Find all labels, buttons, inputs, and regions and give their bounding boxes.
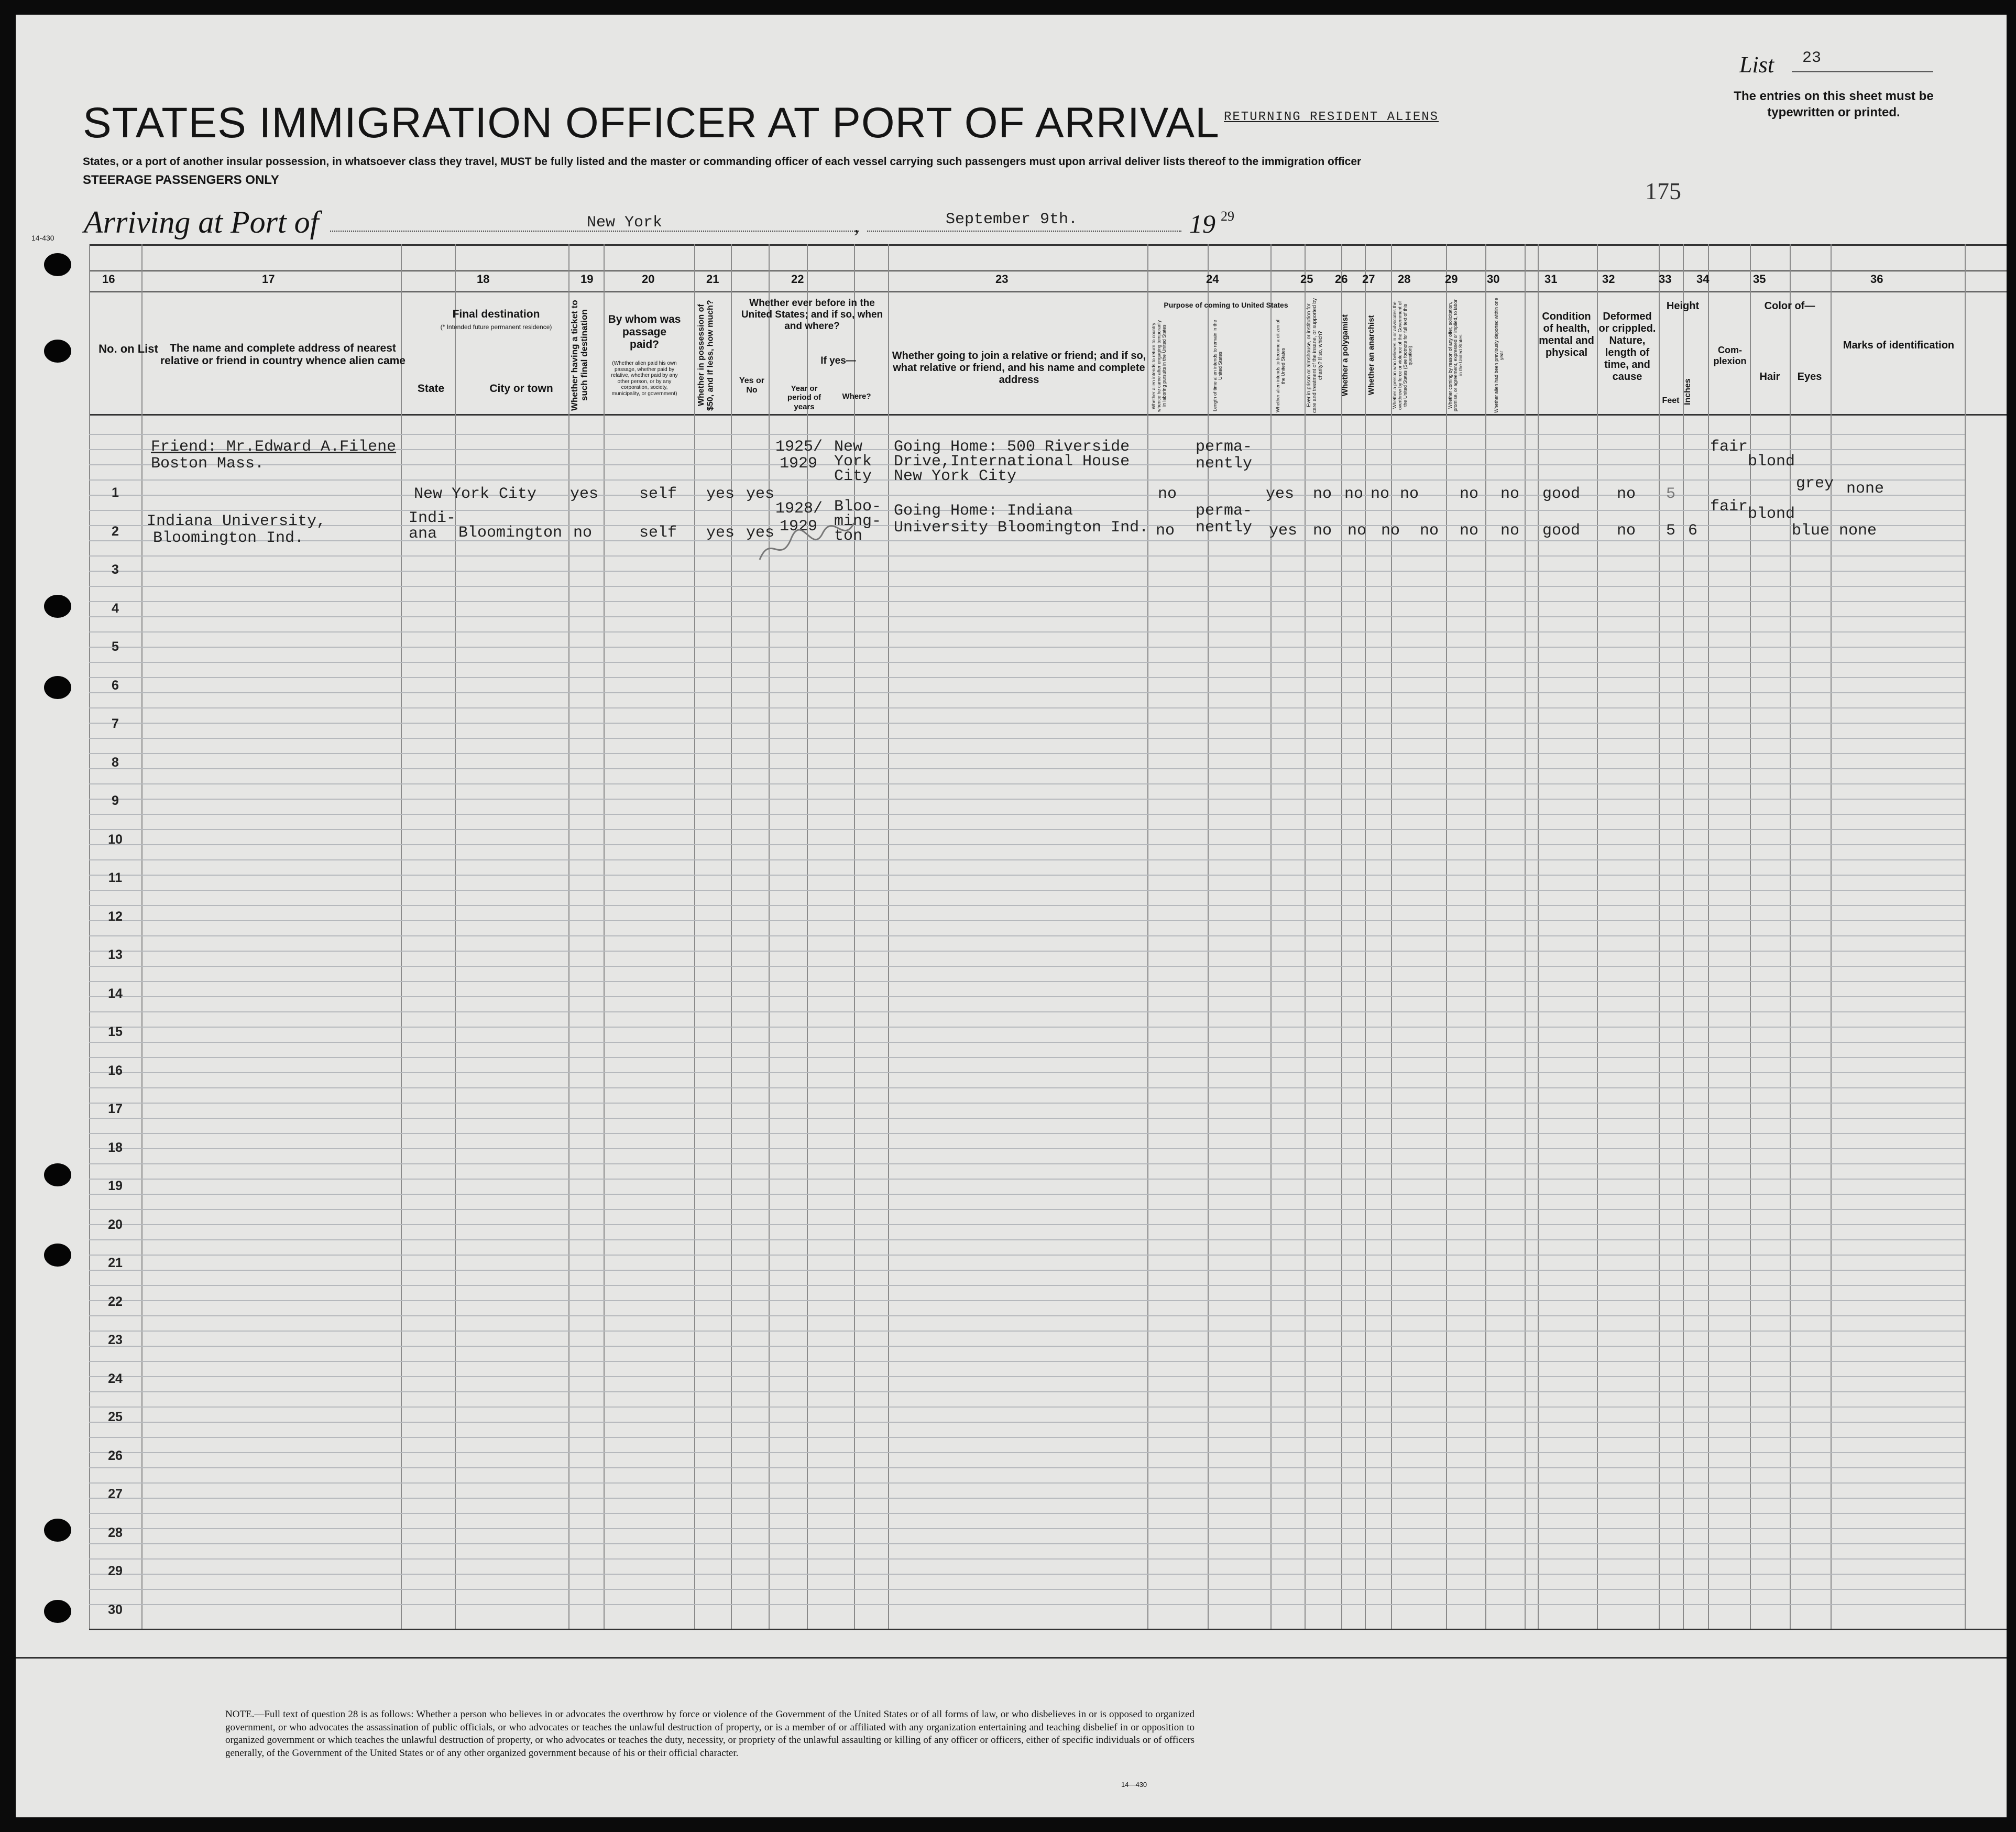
row-number: 17 [108,1102,123,1116]
row-number: 30 [108,1602,123,1617]
header-passage-paid: By whom was passage paid? [608,313,681,351]
years-line-2: 1929 [780,518,818,536]
row-line [89,647,1965,648]
header-prison: Ever in prison or almshouse, or institution for care and treatment of the insane, or supported by charity? If so, which? [1306,298,1323,413]
row-line [89,1209,1965,1210]
row-line [89,1331,1965,1332]
footer-line [16,1657,2007,1659]
row-number: 8 [112,755,119,770]
row-number: 3 [112,562,119,577]
before-value: yes [746,524,775,542]
col-number: 25 [1300,272,1313,286]
punch-hole [44,1244,71,1267]
col-number: 34 [1696,272,1710,286]
arriving-label: Arriving at Port of [84,205,319,239]
deported-value: no [1500,485,1520,503]
eyes-value: blue [1792,522,1830,540]
col-number: 35 [1753,272,1766,286]
row-number: 18 [108,1140,123,1155]
row-line [89,1452,1965,1453]
year-suffix: 29 [1221,209,1234,224]
header-yes-or-no: Yes or No [739,376,765,395]
row-line [89,753,1965,754]
header-purpose: Purpose of coming to United States [1164,301,1288,309]
relative-line-2: Boston Mass. [151,455,265,473]
row-line [89,495,1965,496]
row-line [89,1027,1965,1028]
page-title: STATES IMMIGRATION OFFICER AT PORT OF ARRIVAL [83,99,1220,147]
polygamist-value: no [1344,485,1364,503]
row-number: 28 [108,1525,123,1540]
row-line [89,920,1965,921]
header-city: City or town [489,383,553,395]
col-number: 23 [995,272,1009,286]
list-label: List [1739,52,1774,78]
column-line [1708,244,1709,1629]
row-line [89,859,1965,860]
row-line [89,844,1965,845]
column-line [455,244,456,1629]
col-number: 31 [1544,272,1558,286]
subtitle: States, or a port of another insular possession, in whatsoever class they travel, MUST be fully listed and the master or commanding officer of each vessel carrying such passengers must upon arrival deliver lists thereof to the immigration officer [83,156,1362,168]
row-line [89,479,1965,481]
marks-value: none [1846,480,1884,498]
row-line [89,1361,1965,1362]
column-number-row [16,272,2007,290]
condition-value: good [1542,522,1581,540]
row-line [89,1103,1965,1104]
header-feet: Feet [1662,396,1680,405]
column-line [89,244,90,1629]
header-offer: Whether coming by reason of any offer, solicitation, promise, or agreement, expressed or implied, to labor in the United States [1448,299,1463,411]
col-number: 20 [642,272,655,286]
punch-hole [44,340,71,363]
header-overthrow: Whether a person who believes in or advocates the overthrow by force or violence of the Government of the United States (See footnote for full text of this question) [1392,301,1413,410]
possession-value: yes [706,485,735,503]
row-line [89,616,1965,617]
passage-value: self [639,524,677,542]
feet-value: 5 [1666,522,1676,540]
column-line [769,244,770,1629]
header-purpose-return: Whether alien intends to return to country whence he came after engaging temporarily in laboring pursuits in the United States [1151,320,1167,412]
col-number: 18 [477,272,490,286]
row-number: 27 [108,1487,123,1501]
row-number: 29 [108,1564,123,1578]
row-line [89,434,1965,435]
row-line [89,1057,1965,1058]
sheet-number: 175 [1645,178,1681,204]
row-line [89,981,1965,982]
citizen-value: yes [1266,485,1295,503]
column-line [1683,244,1684,1629]
row-line [89,768,1965,769]
column-line [1485,244,1486,1629]
state-line-2: ana [409,525,437,543]
column-line [694,244,695,1629]
row-line [89,1163,1965,1164]
header-eyes: Eyes [1797,371,1822,383]
years-line-1: 1928/ [775,500,823,518]
row-line [89,601,1965,602]
col-number: 27 [1362,272,1375,286]
column-line [1538,244,1539,1629]
row-line [89,1558,1965,1560]
row-line [89,1391,1965,1392]
row-line [89,1042,1965,1043]
column-line [1305,244,1306,1629]
row-line [89,1528,1965,1529]
row-number: 24 [108,1371,123,1386]
row-line [89,540,1965,541]
header-where: Where? [842,392,871,401]
length-line-1: perma- [1196,438,1253,456]
row-line [89,1118,1965,1119]
where-line-1: Bloo- [834,498,882,516]
row-number: 23 [108,1333,123,1347]
row-line [89,875,1965,876]
row-number: 16 [108,1063,123,1078]
header-polygamist: Whether a polygamist [1341,314,1350,396]
condition-value: good [1542,485,1581,503]
length-line-2: nently [1196,519,1253,537]
header-marks: Marks of identification [1843,340,1955,351]
join-line-1: Going Home: Indiana [894,502,1073,520]
ticket-value: yes [570,485,599,503]
entries-note: The entries on this sheet must be typewritten or printed. [1734,89,1934,120]
row-line [89,677,1965,678]
row-number: 11 [108,870,123,885]
row-line [89,1300,1965,1301]
column-line [1790,244,1791,1629]
column-line [1270,244,1272,1629]
row-line [89,631,1965,633]
row-number: 26 [108,1448,123,1463]
column-line [604,244,605,1629]
port-comma: , [854,213,859,237]
row-number: 25 [108,1410,123,1424]
where-line-2: ming- [834,512,882,530]
header-top-line [89,291,2007,292]
header-color-of: Color of— [1764,300,1815,312]
row-number: 9 [112,793,119,808]
row-line [89,1270,1965,1271]
column-line [1365,244,1366,1629]
years-line-1: 1925/ [775,438,823,456]
returning-aliens-stamp: RETURNING RESIDENT ALIENS [1224,110,1439,124]
header-ticket: Whether having a ticket to such final destination [569,300,589,411]
column-line [1965,244,1966,1629]
header-hair: Hair [1759,371,1780,383]
row-number: 4 [112,601,119,616]
citizen-value: yes [1269,522,1298,540]
column-line [888,244,889,1629]
port-value: New York [587,214,663,232]
anarchist-value: no [1371,485,1390,503]
deformed-value: no [1617,522,1636,540]
row-line [89,1422,1965,1423]
col-number: 32 [1602,272,1615,286]
row-line [89,799,1965,800]
row-line [89,783,1965,784]
row-line [89,1513,1965,1514]
where-line-3: City [834,467,872,485]
row-line [89,1498,1965,1499]
column-line [1341,244,1342,1629]
row-line [89,890,1965,891]
row-number: 22 [108,1294,123,1309]
row-line [89,555,1965,557]
row-line [89,1133,1965,1134]
col-number: 16 [102,272,115,286]
col-number: 28 [1398,272,1411,286]
row-line [89,692,1965,693]
anarchist-value: no [1381,522,1400,540]
prison-value: no [1313,485,1332,503]
row-line [89,1285,1965,1286]
relative-line-1: Indiana University, [147,512,326,530]
date-underline [867,231,1181,232]
deformed-value: no [1617,485,1636,503]
offer-value: no [1460,485,1479,503]
col-number: 19 [580,272,594,286]
deported-value: no [1500,522,1520,540]
punch-hole [44,595,71,618]
column-line [1831,244,1832,1629]
column-line [1391,244,1392,1629]
row-line [89,829,1965,830]
handwritten-annotation [749,502,864,570]
row-number: 14 [108,986,123,1001]
offer-value: no [1460,522,1479,540]
join-line-2: Drive,International House [894,453,1130,471]
year-prefix: 19 [1189,209,1215,238]
passage-value: self [639,485,677,503]
row-line [89,1239,1965,1240]
table-bottom-line [89,1629,2007,1630]
header-ever-before: Whether ever before in the United States; and if so, when and where? [741,298,883,332]
row-line [89,1482,1965,1484]
punch-hole [44,1163,71,1186]
years-line-2: 1929 [780,455,818,473]
row-line [89,1148,1965,1149]
length-line-2: nently [1196,455,1253,473]
header-purpose-citizen: Whether alien intends to become a citizen of the United States [1275,319,1286,412]
row-line [89,1543,1965,1544]
row-line [89,1315,1965,1316]
row-number: 6 [112,678,119,693]
header-state: State [417,383,445,395]
row-line [89,951,1965,952]
row-line [89,1011,1965,1012]
row-number: 5 [112,639,119,654]
polygamist-value: no [1347,522,1367,540]
state-line-1: Indi- [409,509,456,527]
row-number: 12 [108,909,123,924]
destination-city: Bloomington [458,524,563,542]
hair-value: blond [1748,453,1795,471]
col-number: 21 [706,272,719,286]
column-line [1147,244,1148,1629]
row-number: 15 [108,1024,123,1039]
date-value: September 9th. [946,211,1078,228]
row-line [89,1194,1965,1195]
column-line [1659,244,1660,1629]
possession-value: yes [706,524,735,542]
column-line [141,244,143,1629]
header-deported: Whether alien had been previously deported within one year [1494,298,1504,413]
row-line [89,1346,1965,1347]
where-line-3: ton [834,527,863,545]
row-line [89,1087,1965,1088]
header-no-on-list: No. on List [98,342,158,355]
row-line [89,1224,1965,1225]
header-final-destination-note: (* Intended future permanent residence) [440,323,552,331]
row-number: 20 [108,1217,123,1232]
row-line [89,814,1965,815]
column-number-line [89,270,2007,271]
row-line [89,966,1965,967]
header-anarchist: Whether an anarchist [1367,315,1376,396]
where-line-2: York [834,453,872,471]
col-number: 36 [1870,272,1883,286]
col-number: 22 [791,272,804,286]
where-line-1: New [834,438,863,456]
row-line [89,1437,1965,1438]
row-line [89,1604,1965,1605]
inches-value: 6 [1688,522,1698,540]
col-number: 33 [1659,272,1672,286]
header-deformed: Deformed or crippled. Nature, length of time, and cause [1598,311,1656,383]
column-line [1597,244,1598,1629]
row-line [89,1376,1965,1377]
footer-code: 14—430 [1121,1781,1147,1789]
manifest-sheet [16,15,2007,1817]
header-bottom-line [89,414,2007,416]
punch-hole [44,1600,71,1623]
list-underline [1792,71,1933,72]
join-line-2: University Bloomington Ind. [894,519,1149,537]
row-line [89,586,1965,587]
col-number: 30 [1487,272,1500,286]
punch-hole [44,676,71,699]
row-line [89,996,1965,997]
col-number: 26 [1335,272,1348,286]
row-line [89,1589,1965,1590]
relative-line-2: Bloomington Ind. [153,529,304,547]
row-line [89,707,1965,708]
list-number: 23 [1802,49,1822,67]
row-line [89,662,1965,663]
column-line [568,244,569,1629]
prison-value: no [1313,522,1332,540]
length-line-1: perma- [1196,502,1253,520]
punch-hole [44,1519,71,1542]
row-number: 1 [112,485,119,500]
overthrow-value: no [1400,485,1419,503]
row-line [89,738,1965,739]
feet-value: 5 [1666,485,1676,503]
row-number: 2 [112,524,119,539]
column-line [1750,244,1751,1629]
row-number: 7 [112,716,119,731]
table-top-line [89,244,2007,246]
row-line [89,1406,1965,1408]
complexion-value: fair [1710,438,1748,456]
row-number: 10 [108,832,123,847]
col-number: 24 [1206,272,1219,286]
row-number: 19 [108,1179,123,1193]
row-line [89,571,1965,572]
steerage-label: STEERAGE PASSENGERS ONLY [83,173,279,187]
ticket-value: no [573,524,593,542]
column-line [1446,244,1447,1629]
row-line [89,1255,1965,1256]
header-complexion: Com-plexion [1713,345,1747,366]
join-line-1: Going Home: 500 Riverside [894,438,1130,456]
row-line [89,1072,1965,1073]
row-line [89,905,1965,906]
header-inches: Inches [1683,378,1692,406]
header-year-period: Year or period of years [787,384,821,411]
relative-line-1: Friend: Mr.Edward A.Filene [151,438,397,456]
header-if-yes: If yes— [820,355,856,366]
eyes-value: grey [1796,475,1834,493]
row-line [89,935,1965,936]
header-possession: Whether in possession of $50, and if less, how much? [697,300,715,411]
row-line [89,1574,1965,1575]
overthrow-value: no [1420,522,1439,540]
marks-value: none [1839,522,1877,540]
header-height: Height [1666,300,1700,312]
row-number: 21 [108,1256,123,1270]
header-final-destination: Final destination [452,308,540,320]
before-value: yes [746,485,775,503]
header-purpose-length: Length of time alien intends to remain in the United States [1212,320,1223,412]
hair-value: blond [1748,505,1795,523]
destination-city: New York City [414,485,537,503]
row-line [89,1467,1965,1468]
row-line [89,723,1965,724]
footnote: NOTE.—Full text of question 28 is as follows: Whether a person who believes in or advocates the overthrow by force or violence of the Government of the United States or of all forms of law, or who disbelieves in or is opposed to organized government, or who advocates the assassination of public officials, or who advocates or teaches the unlawful destruction of property, or is a member of or affiliated with any organization entertaining and teaching disbelief in or opposition to organized government or which teaches the unlawful destruction of property, or who advocates or teaches the duty, necessity, or propriety of the unlawful assaulting or killing of any officer or officers, either of specific individuals or of officers generally, of the Government of the United States or of any other organized government because of his or their official character. [225,1709,1195,1759]
join-line-3: New York City [894,467,1017,485]
column-line [401,244,402,1629]
return-value: no [1158,485,1177,503]
header-passage-note: (Whether alien paid his own passage, whether paid by relative, whether paid by any other person, or by any corporation, society, municipality, or government) [611,361,678,397]
complexion-value: fair [1710,498,1748,516]
column-line [1525,244,1526,1629]
return-value: no [1156,522,1175,540]
row-number: 13 [108,947,123,962]
header-condition: Condition of health, mental and physical [1539,311,1594,358]
header-join-relative: Whether going to join a relative or friend; and if so, what relative or friend, and his name and complete address [892,350,1146,386]
col-number: 29 [1445,272,1458,286]
col-number: 17 [262,272,275,286]
row-line [89,1179,1965,1180]
form-code: 14-430 [31,234,54,242]
column-line [731,244,732,1629]
header-nearest-relative: The name and complete address of nearest relative or friend in country whence alien came [160,342,406,367]
